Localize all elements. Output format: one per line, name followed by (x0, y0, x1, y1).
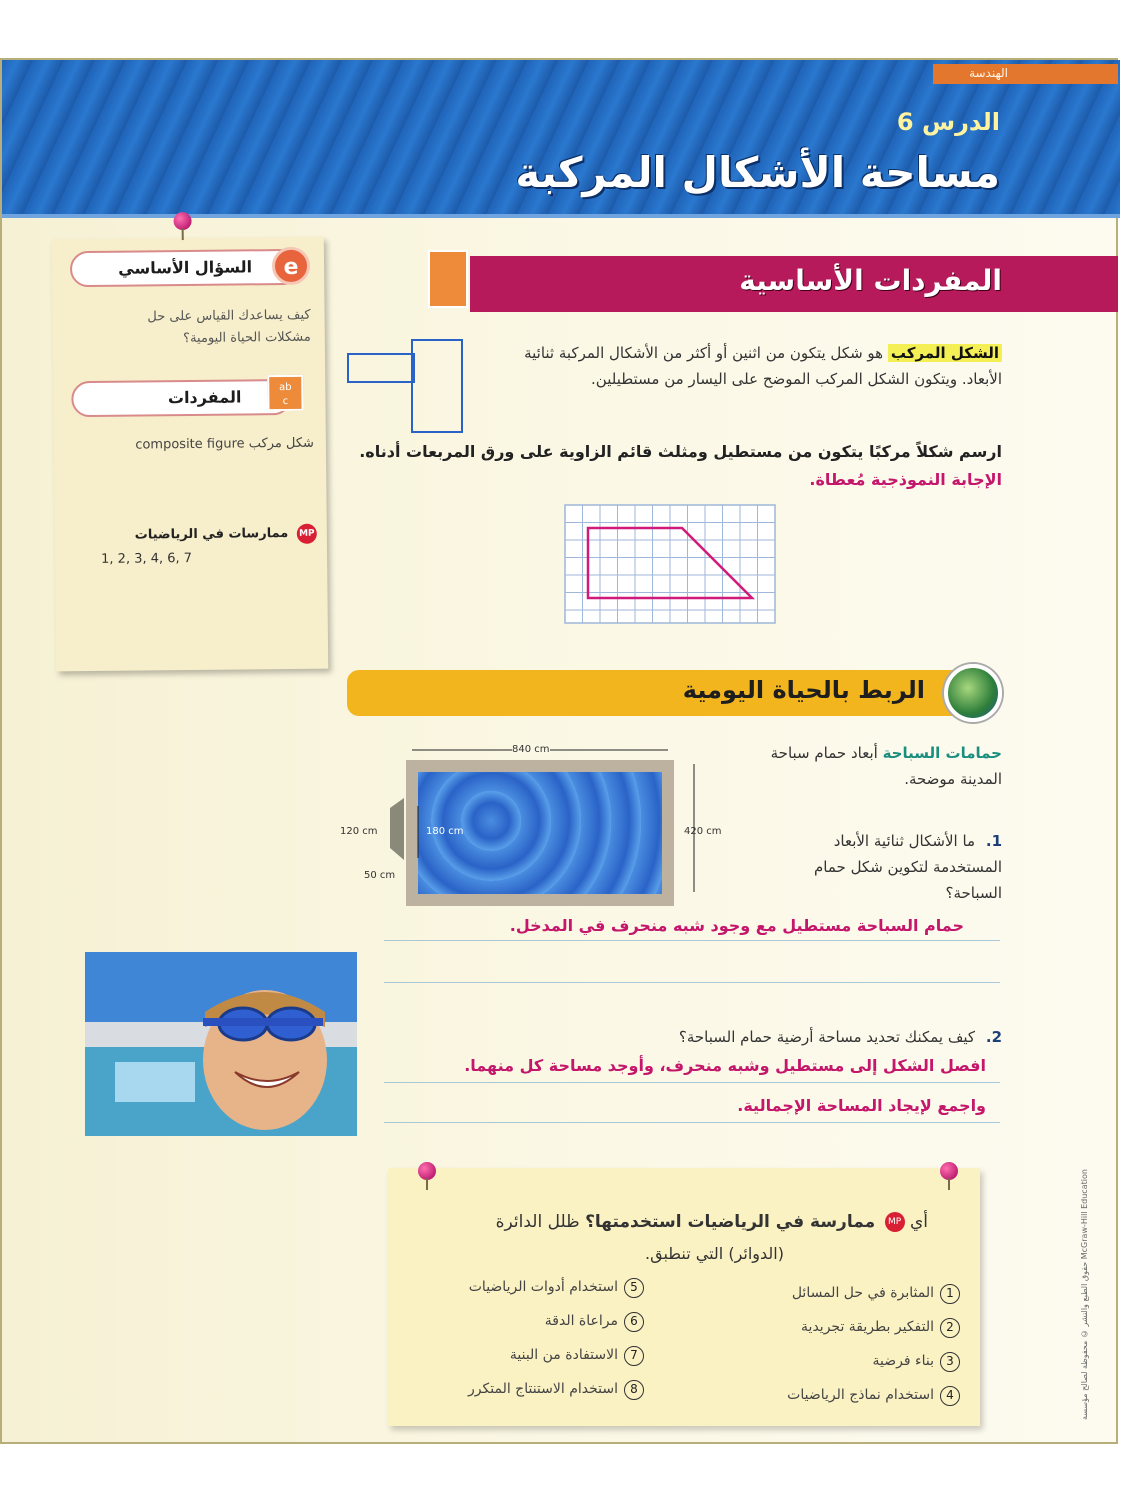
practice-option-8[interactable] (404, 1380, 644, 1400)
math-practice-note (388, 1168, 980, 1426)
pin-icon (940, 1162, 958, 1180)
lesson-number: الدرس 6 (896, 108, 1000, 136)
answer-line (384, 1122, 1000, 1123)
math-practice-icon: MP (297, 523, 317, 543)
composite-figure-illustration (346, 338, 468, 438)
question-2 (562, 1024, 1002, 1050)
intro-highlight: حمامات السباحة (882, 744, 1002, 762)
pool-entrance (390, 798, 404, 860)
essential-question-text: كيف يساعدك القياس على حل مشكلات الحياة اليومية؟ (147, 307, 311, 347)
photo-illustration (85, 952, 357, 1136)
option-circle[interactable]: 2 (940, 1318, 960, 1338)
practice-title-prefix: أي (909, 1212, 928, 1232)
dim-left-outer: 120 cm (340, 826, 378, 837)
vocabulary-term-ar: شكل مركب (248, 435, 314, 452)
question-1 (762, 828, 1002, 906)
dim-top: 840 cm (512, 744, 550, 755)
vocabulary-icon: ab c (267, 375, 303, 411)
essential-question-icon: e (272, 247, 310, 285)
breadcrumb: الهندسة (933, 64, 1118, 84)
vocabulary-definition-text: هو شكل يتكون من اثنين أو أكثر من الأشكال المركبة ثنائية الأبعاد. ويتكون الشكل المركب الموضح على اليسار من مستطيلين. (524, 344, 1002, 388)
option-circle[interactable]: 6 (624, 1312, 644, 1332)
math-practice-icon: MP (885, 1212, 905, 1232)
lesson-header (2, 60, 1120, 218)
question-2-text: كيف يمكنك تحديد مساحة أرضية حمام السباحة؟ (678, 1028, 976, 1046)
answer-line (384, 940, 1000, 941)
practice-option-4[interactable] (720, 1386, 960, 1406)
vocabulary-definition (522, 340, 1002, 392)
option-circle[interactable]: 4 (940, 1386, 960, 1406)
question-2-answer-line1: افصل الشكل إلى مستطيل وشبه منحرف، وأوجد مساحة كل منهما. (464, 1056, 986, 1075)
dim-left-inner: 180 cm (426, 826, 464, 837)
practice-question (496, 1212, 928, 1232)
practice-option-1[interactable] (720, 1284, 960, 1304)
option-label: المثابرة في حل المسائل (791, 1285, 934, 1301)
sample-answer: الإجابة النموذجية مُعطاة. (809, 470, 1002, 489)
option-label: مراعاة الدقة (544, 1313, 618, 1329)
pin-icon (173, 212, 191, 230)
globe-icon (944, 664, 1002, 722)
practice-option-2[interactable] (720, 1318, 960, 1338)
option-label: الاستفادة من البنية (509, 1347, 618, 1363)
math-practices-heading (95, 523, 317, 547)
option-circle[interactable]: 1 (940, 1284, 960, 1304)
dim-bottom-small: 50 cm (364, 870, 396, 881)
vocabulary-term-en: composite figure (135, 436, 245, 453)
vocabulary-term (94, 433, 314, 457)
math-practices-label: ممارسات في الرياضيات (134, 525, 289, 543)
grid-paper-drawing (564, 504, 776, 624)
question-1-number: 1. (985, 832, 1002, 850)
pool-dimension-lines (338, 742, 734, 912)
option-label: استخدام نماذج الرياضيات (787, 1387, 934, 1403)
question-2-number: 2. (985, 1028, 1002, 1046)
option-circle[interactable]: 5 (624, 1278, 644, 1298)
vocabulary-term-highlight: الشكل المركب (888, 344, 1002, 362)
workbook-page (0, 58, 1118, 1444)
essential-question-label: السؤال الأساسي (70, 249, 302, 287)
vocabulary-label: المفردات (71, 379, 291, 417)
vocabulary-section-icon (428, 250, 468, 308)
small-rectangle (348, 354, 414, 382)
real-world-section-title: الربط بالحياة اليومية (347, 670, 997, 716)
pin-icon (418, 1162, 436, 1180)
page-title: مساحة الأشكال المركبة (515, 148, 1000, 197)
practice-option-3[interactable] (720, 1352, 960, 1372)
copyright-notice: حقوق الطبع والنشر © محفوظة لصالح مؤسسة McGraw-Hill Education (1080, 1169, 1089, 1420)
vocabulary-section-title: المفردات الأساسية (470, 256, 1118, 312)
drawing-instruction: ارسم شكلاً مركبًا يتكون من مستطيل ومثلث قائم الزاوية على ورق المربعات أدناه. (359, 442, 1002, 461)
question-1-text: ما الأشكال ثنائية الأبعاد المستخدمة لتكوين شكل حمام السباحة؟ (814, 832, 1002, 902)
practice-subtitle: (الدوائر) التي تنطبق. (645, 1244, 784, 1263)
practice-option-5[interactable] (404, 1278, 644, 1298)
practice-option-7[interactable] (404, 1346, 644, 1366)
answer-line (384, 982, 1000, 983)
practice-title-suffix: ظلل الدائرة (495, 1212, 580, 1232)
option-circle[interactable]: 7 (624, 1346, 644, 1366)
answer-line (384, 1082, 1000, 1083)
option-label: بناء فرضية (872, 1353, 934, 1369)
math-practices-list: 1, 2, 3, 4, 6, 7 (101, 550, 193, 567)
intro-text: أبعاد حمام سباحة المدينة موضحة. (770, 744, 1002, 788)
dim-right: 420 cm (684, 826, 722, 837)
sidebar-note (52, 237, 329, 672)
practice-option-6[interactable] (404, 1312, 644, 1332)
option-circle[interactable]: 3 (940, 1352, 960, 1372)
option-label: استخدام الاستنتاج المتكرر (468, 1381, 618, 1397)
question-1-answer: حمام السباحة مستطيل مع وجود شبه منحرف في المدخل. (509, 916, 964, 935)
large-rectangle (412, 340, 462, 432)
practice-title-bold: ممارسة في الرياضيات استخدمتها؟ (585, 1212, 876, 1232)
option-label: التفكير بطريقة تجريدية (801, 1319, 934, 1335)
option-circle[interactable]: 8 (624, 1380, 644, 1400)
option-label: استخدام أدوات الرياضيات (468, 1279, 618, 1295)
question-2-answer-line2: واجمع لإيجاد المساحة الإجمالية. (737, 1096, 986, 1115)
real-world-intro (742, 740, 1002, 792)
boy-goggles-photo (85, 952, 357, 1136)
